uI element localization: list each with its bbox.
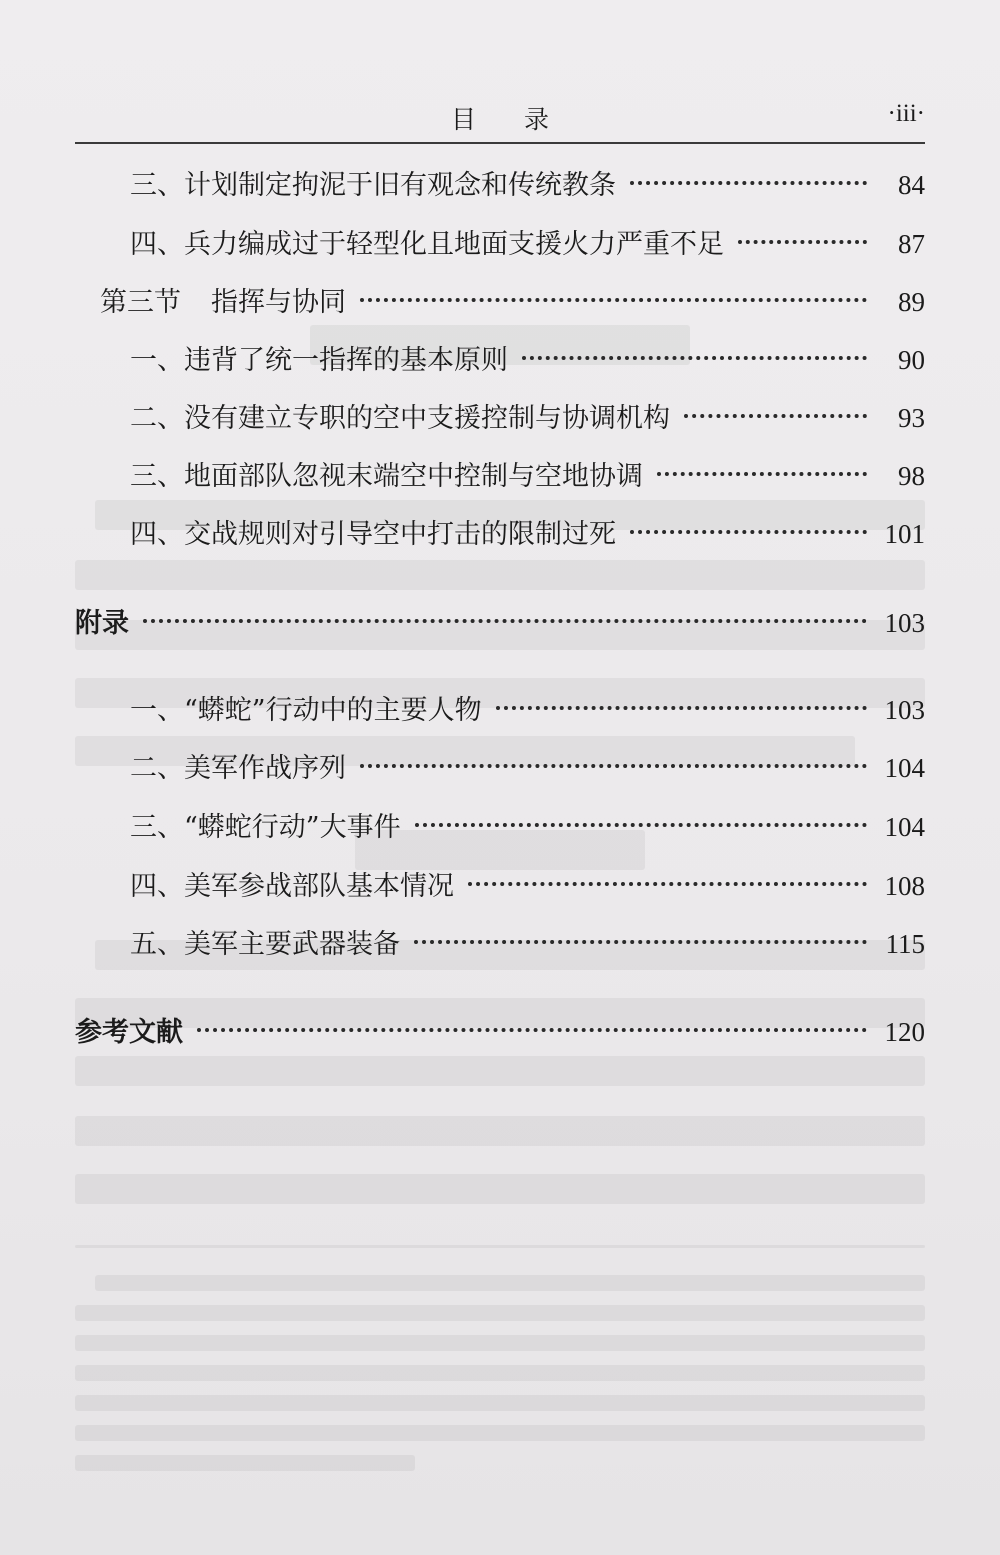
dot-leader xyxy=(496,706,867,710)
dot-leader xyxy=(360,298,867,302)
toc-entry-title: 美军参战部队基本情况 xyxy=(184,871,454,902)
toc-entry-page: 104 xyxy=(884,753,925,783)
dot-leader xyxy=(522,356,867,360)
header-page-number: ·iii· xyxy=(887,100,925,127)
dot-leader xyxy=(414,940,867,944)
toc-entry-title: 计划制定拘泥于旧有观念和传统教条 xyxy=(184,170,616,201)
toc-entry xyxy=(130,514,925,554)
toc-entry-page: 87 xyxy=(898,229,925,259)
toc-references-title: 参考文献 xyxy=(75,1017,183,1048)
toc-appendix-title: 附录 xyxy=(75,608,129,639)
toc-entry-number: 四、 xyxy=(130,519,184,550)
toc-entry-number: 三、 xyxy=(130,461,184,492)
toc-entry xyxy=(130,866,925,906)
toc-entry-page: 84 xyxy=(898,170,925,200)
dot-leader xyxy=(738,240,867,244)
toc-entry-number: 二、 xyxy=(130,753,184,784)
running-header xyxy=(75,98,925,144)
toc-entry-page: 104 xyxy=(884,812,925,842)
toc-entry xyxy=(130,807,925,847)
header-title: 目录 xyxy=(450,105,597,134)
toc-section-entry xyxy=(100,282,925,322)
dot-leader xyxy=(415,823,867,827)
dot-leader xyxy=(684,414,867,418)
toc-entry-page: 103 xyxy=(884,608,925,638)
toc-entry-title: 地面部队忽视末端空中控制与空地协调 xyxy=(184,461,643,492)
dot-leader xyxy=(360,764,867,768)
toc-appendix-entry xyxy=(75,603,925,643)
toc-entry-number: 三、 xyxy=(130,812,184,843)
toc-entry xyxy=(130,165,925,205)
toc-entry-title: 没有建立专职的空中支援控制与协调机构 xyxy=(184,403,670,434)
toc-entry-number: 四、 xyxy=(130,871,184,902)
toc-entry-number: 二、 xyxy=(130,403,184,434)
toc-section-number: 第三节 xyxy=(100,287,181,318)
toc-entry-page: 98 xyxy=(898,461,925,491)
toc-entry-number: 一、 xyxy=(130,345,184,376)
toc-entry-number: 五、 xyxy=(130,929,184,960)
dot-leader xyxy=(630,530,867,534)
toc-entry-page: 120 xyxy=(884,1017,925,1047)
dot-leader xyxy=(657,472,867,476)
toc-entry-title: 违背了统一指挥的基本原则 xyxy=(184,345,508,376)
toc-entry-title: 兵力编成过于轻型化且地面支援火力严重不足 xyxy=(184,229,724,260)
toc-entry-number: 三、 xyxy=(130,170,184,201)
dot-leader xyxy=(630,181,867,185)
toc-entry-page: 101 xyxy=(884,519,925,549)
toc-entry-title: 美军作战序列 xyxy=(184,753,346,784)
dot-leader xyxy=(143,619,867,623)
toc-entry-page: 115 xyxy=(885,929,925,959)
toc-references-entry xyxy=(75,1012,925,1052)
toc-entry xyxy=(130,690,925,730)
toc-entry xyxy=(130,224,925,264)
toc-entry xyxy=(130,924,925,964)
toc-entry-page: 93 xyxy=(898,403,925,433)
toc-entry xyxy=(130,456,925,496)
toc-entry-page: 108 xyxy=(884,871,925,901)
toc-entry-number: 一、 xyxy=(130,695,184,726)
toc-entry xyxy=(130,398,925,438)
toc-entry xyxy=(130,748,925,788)
toc-entry-number: 四、 xyxy=(130,229,184,260)
toc-entry-title: “蟒蛇”行动中的主要人物 xyxy=(184,695,482,726)
toc-entry-title: “蟒蛇行动”大事件 xyxy=(184,812,401,843)
toc-entry-title: 美军主要武器装备 xyxy=(184,929,400,960)
toc-entry-page: 89 xyxy=(898,287,925,317)
toc-entry xyxy=(130,340,925,380)
toc-entry-page: 103 xyxy=(884,695,925,725)
dot-leader xyxy=(197,1028,867,1032)
toc-entry-title: 交战规则对引导空中打击的限制过死 xyxy=(184,519,616,550)
toc-section-title: 指挥与协同 xyxy=(211,287,346,318)
toc-entry-page: 90 xyxy=(898,345,925,375)
dot-leader xyxy=(468,882,867,886)
